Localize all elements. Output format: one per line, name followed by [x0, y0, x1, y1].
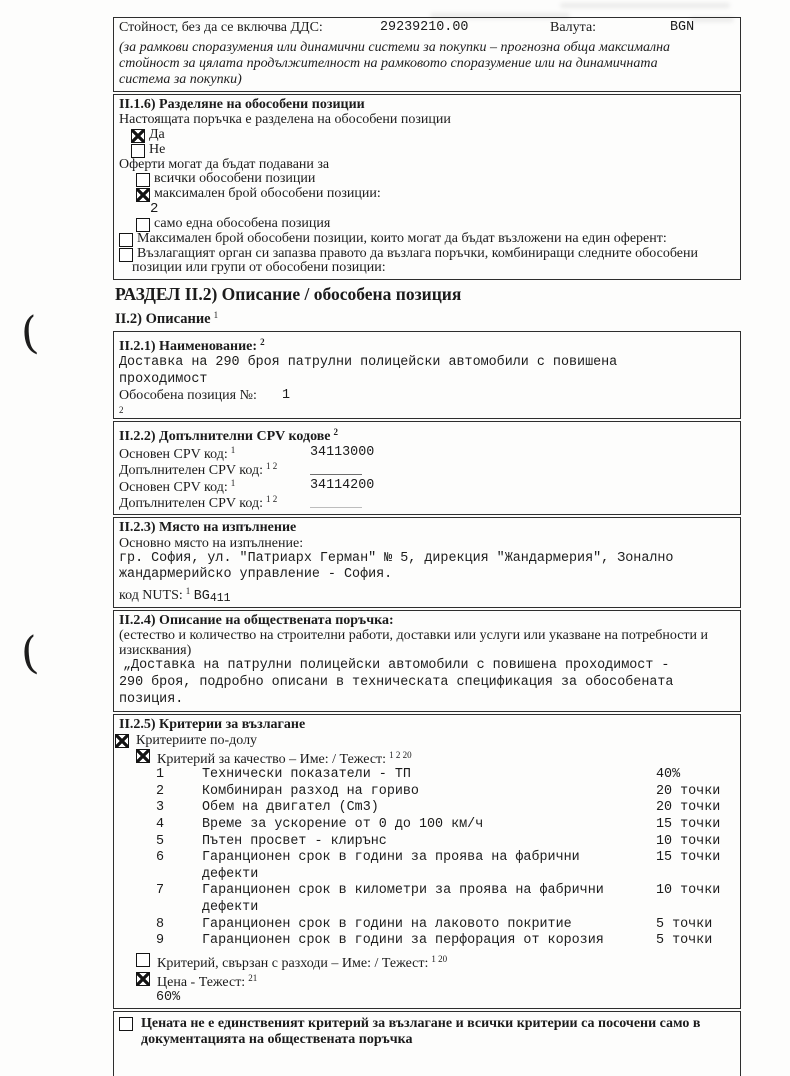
nuts-label: код NUTS: — [119, 587, 183, 603]
single-lot-checkbox[interactable] — [136, 218, 150, 232]
currency-label: Валута: — [550, 20, 597, 35]
criteria-below-label: Критериите по-долу — [136, 733, 258, 749]
criterion-text: Време за ускорение от 0 до 100 км/ч — [202, 817, 484, 832]
award-criteria-heading: II.2.5) Критерии за възлагане — [119, 717, 306, 733]
cost-criterion-checkbox[interactable] — [136, 953, 150, 967]
cost-criterion-row — [136, 952, 734, 971]
place-line: гр. София, ул. "Патриарх Герман" № 5, дирекция "Жандармерия", Зонално — [119, 550, 674, 566]
combine-lots-line: позиции или групи от обособени позиции: — [132, 260, 386, 276]
price-not-only-criterion-label — [141, 1016, 700, 1048]
place-heading: II.2.3) Място на изпълнение — [119, 519, 297, 535]
note-line: стойност за цялата продължителност на рамковото споразумение или на динамичната — [119, 56, 658, 71]
criterion-text: Гаранционен срок в години за проява на фабрични дефекти — [202, 850, 580, 882]
criterion-weight: 10 точки — [656, 883, 721, 899]
criteria-below-row — [115, 733, 734, 748]
criterion-weight: 20 точки — [656, 800, 721, 816]
criterion-row — [119, 850, 734, 883]
quality-criterion-footnote: 1 2 20 — [389, 750, 412, 761]
scan-smudge — [560, 3, 730, 8]
description-note-line: (естество и количество на строителни работи, доставки или услуги или указване на потребности и — [119, 627, 709, 643]
title-section-footnote: 2 — [260, 336, 265, 347]
combine-lots-label — [132, 245, 699, 276]
criterion-number: 5 — [156, 833, 165, 849]
cpv-row-main-1 — [119, 445, 734, 462]
form-page-column — [113, 17, 741, 1076]
title-section-box — [113, 331, 741, 419]
criterion-text: Пътен просвет - клирънс — [202, 833, 387, 849]
criterion-text: Гаранционен срок в километри за проява на фабрични дефекти — [202, 883, 604, 915]
max-per-tenderer-label: Максимален брой обособени позиции, които могат да бъдат възложени на един оферент: — [137, 230, 667, 246]
section-2-heading: РАЗДЕЛ II.2) Описание / обособена позиция — [115, 283, 462, 304]
title-section-heading — [119, 334, 734, 355]
lots-no-row — [131, 143, 734, 158]
footer-label-line: Цената не е единственият критерий за възлагане и всички критерии са посочени само в — [141, 1015, 701, 1031]
price-criterion-label: Цена - Тежест: $^{21}$ — [157, 972, 258, 990]
criterion-text: Технически показатели - ТП — [202, 767, 411, 783]
offers-intro-text: Оферти могат да бъдат подавани за — [119, 156, 330, 172]
lots-division-title: II.1.6) Разделяне на обособени позиции — [119, 97, 365, 112]
criterion-text: Гаранционен срок в години за перфорация от корозия — [202, 933, 604, 949]
cpv-codes-heading-text: II.2.2) Допълнителни CPV кодове — [119, 428, 331, 444]
criterion-text: Гаранционен срок в години на лаковото покритие — [202, 916, 572, 932]
nuts-value-digits: 411 — [209, 591, 231, 605]
nuts-code-row — [119, 584, 734, 604]
lots-yes-row — [131, 128, 734, 143]
cpv-row-main-2 — [119, 478, 734, 495]
all-lots-label: всички обособени позиции — [154, 171, 316, 187]
max-lots-row — [136, 187, 734, 202]
quality-criterion-row — [136, 748, 734, 767]
description-text-line: 290 броя, подробно описани в техническата спецификация за обособената — [119, 675, 674, 691]
cpv-footnote: 1 2 — [265, 461, 278, 472]
criterion-number: 8 — [156, 916, 165, 932]
description-note-line: изисквания) — [119, 642, 192, 658]
lots-yes-label: Да — [149, 126, 165, 142]
criterion-number: 1 — [156, 767, 165, 783]
combine-lots-row — [119, 247, 734, 276]
criterion-row — [119, 800, 734, 817]
place-line: жандармерийско управление - София. — [119, 567, 393, 583]
cpv-codes-box — [113, 421, 741, 515]
all-lots-row — [136, 172, 734, 187]
criterion-weight: 10 точки — [656, 833, 721, 849]
cost-criterion-label: Критерий, свързан с разходи – Име: / Тежест: $^{1 20}$ — [157, 953, 448, 971]
criterion-text: Обем на двигател (Cm3) — [202, 800, 379, 816]
lots-division-box — [113, 94, 741, 280]
scan-mark-paren-top: ( — [18, 307, 41, 360]
lots-yes-checkbox[interactable] — [131, 129, 145, 143]
place-of-performance-box — [113, 517, 741, 608]
price-criterion-row — [136, 971, 734, 990]
cpv-footnote: 1 — [230, 477, 236, 488]
all-lots-checkbox[interactable] — [136, 173, 150, 187]
cpv-codes-footnote: 2 — [333, 426, 338, 437]
single-lot-row — [136, 217, 734, 232]
single-lot-label: само една обособена позиция — [154, 215, 331, 231]
note-line: система за покупки) — [119, 72, 242, 87]
description-text-line: „Доставка на патрулни полицейски автомобили с повишена проходимост - — [123, 658, 670, 674]
cpv-blank-line — [310, 507, 362, 508]
award-criteria-box — [113, 714, 741, 1009]
cpv-blank-line — [310, 474, 362, 475]
note-line: (за рамкови споразумения или динамични системи за покупки – прогнозна обща максимална — [119, 40, 671, 55]
nuts-value-prefix: BG — [193, 588, 210, 604]
criterion-row — [119, 784, 734, 801]
cpv-additional-label: Допълнителен CPV код: — [119, 496, 263, 512]
quality-criterion-checkbox[interactable] — [136, 749, 150, 763]
cpv-additional-label: Допълнителен CPV код: — [119, 463, 263, 479]
cpv-row-additional-1 — [119, 461, 734, 478]
lots-intro-text: Настоящата поръчка е разделена на обособени позиции — [119, 112, 451, 127]
price-weight-value: 60% — [156, 989, 181, 1005]
cpv-codes-heading — [119, 424, 734, 445]
max-per-tenderer-checkbox[interactable] — [119, 233, 133, 247]
criterion-weight: 20 точки — [656, 783, 721, 799]
cpv-row-additional-2 — [119, 494, 734, 511]
criterion-row — [119, 883, 734, 916]
cpv-main-value: 34114200 — [310, 477, 375, 493]
main-place-label: Основно място на изпълнение: — [119, 535, 304, 551]
contract-description-box — [113, 610, 741, 712]
criterion-row — [119, 834, 734, 851]
contract-name-line: проходимост — [119, 371, 208, 387]
price-not-only-criterion-box — [113, 1011, 741, 1076]
description-heading-footnote: 1 — [213, 309, 219, 320]
criterion-number: 3 — [156, 800, 165, 816]
contract-name-line: Доставка на 290 броя патрулни полицейски автомобили с повишена — [119, 354, 618, 370]
cpv-main-label: Основен CPV код: — [119, 479, 228, 495]
title-section-heading-text: II.2.1) Наименование: — [119, 338, 258, 354]
combine-lots-checkbox[interactable] — [119, 248, 133, 262]
cpv-footnote: 1 — [230, 444, 236, 455]
framework-value-note — [119, 40, 734, 88]
cpv-main-label: Основен CPV код: — [119, 446, 228, 462]
value-excl-vat-label: Стойност, без да се включва ДДС: — [119, 20, 323, 35]
lot-number-value: 1 — [282, 388, 291, 404]
criterion-row — [119, 933, 734, 950]
criterion-number: 9 — [156, 933, 165, 949]
criterion-row — [119, 917, 734, 934]
criterion-number: 2 — [156, 783, 165, 799]
criterion-number: 7 — [156, 883, 165, 899]
criterion-number: 6 — [156, 850, 165, 866]
lot-footnote-marker: 2 — [119, 404, 124, 415]
cost-criterion-footnote: 1 20 — [431, 953, 448, 964]
lot-number-label: Обособена позиция №: — [119, 388, 257, 404]
description-text-line: позиция. — [119, 691, 184, 707]
price-not-only-criterion-row — [119, 1016, 734, 1048]
estimated-value-row — [119, 20, 734, 38]
criterion-number: 4 — [156, 817, 165, 832]
price-not-only-criterion-checkbox[interactable] — [119, 1017, 133, 1031]
description-heading-text: II.2) Описание — [115, 310, 211, 327]
value-excl-vat-amount: 29239210.00 — [380, 20, 469, 35]
combine-lots-line: Възлагащият орган си запазва правото да възлага поръчки, комбиниращи следните обособени — [137, 245, 699, 261]
quality-criterion-label: Критерий за качество – Име: / Тежест: $^{1 2 20}$ — [157, 750, 412, 768]
max-lots-value: 2 — [150, 201, 159, 218]
max-lots-label: максимален брой обособени позиции: — [154, 186, 381, 202]
criterion-row — [119, 767, 734, 784]
nuts-footnote: 1 — [185, 585, 191, 596]
max-per-tenderer-row — [119, 232, 734, 247]
criterion-weight: 5 точки — [656, 916, 713, 932]
lots-no-label: Не — [149, 141, 166, 157]
price-criterion-checkbox[interactable] — [136, 972, 150, 986]
estimated-value-box — [113, 17, 741, 92]
criterion-weight: 15 точки — [656, 817, 721, 832]
scan-mark-paren-bottom: ( — [18, 627, 41, 680]
criterion-row — [119, 817, 734, 834]
criterion-weight: 15 точки — [656, 850, 721, 866]
description-heading — [115, 307, 741, 327]
cpv-main-value: 34113000 — [310, 444, 375, 460]
criteria-below-checkbox[interactable] — [115, 734, 129, 748]
lots-no-checkbox[interactable] — [131, 144, 145, 158]
max-lots-checkbox[interactable] — [136, 188, 150, 202]
criterion-text: Комбиниран разход на гориво — [202, 783, 419, 799]
contract-description-heading: II.2.4) Описание на обществената поръчка: — [119, 612, 394, 628]
currency-value: BGN — [670, 20, 695, 35]
criterion-weight: 5 точки — [656, 933, 713, 949]
lot-number-row — [119, 388, 734, 405]
footer-label-line: документацията на обществената поръчка — [141, 1031, 413, 1047]
price-criterion-footnote: 21 — [248, 972, 258, 983]
cpv-footnote: 1 2 — [265, 494, 278, 505]
criterion-weight: 40% — [656, 767, 681, 783]
